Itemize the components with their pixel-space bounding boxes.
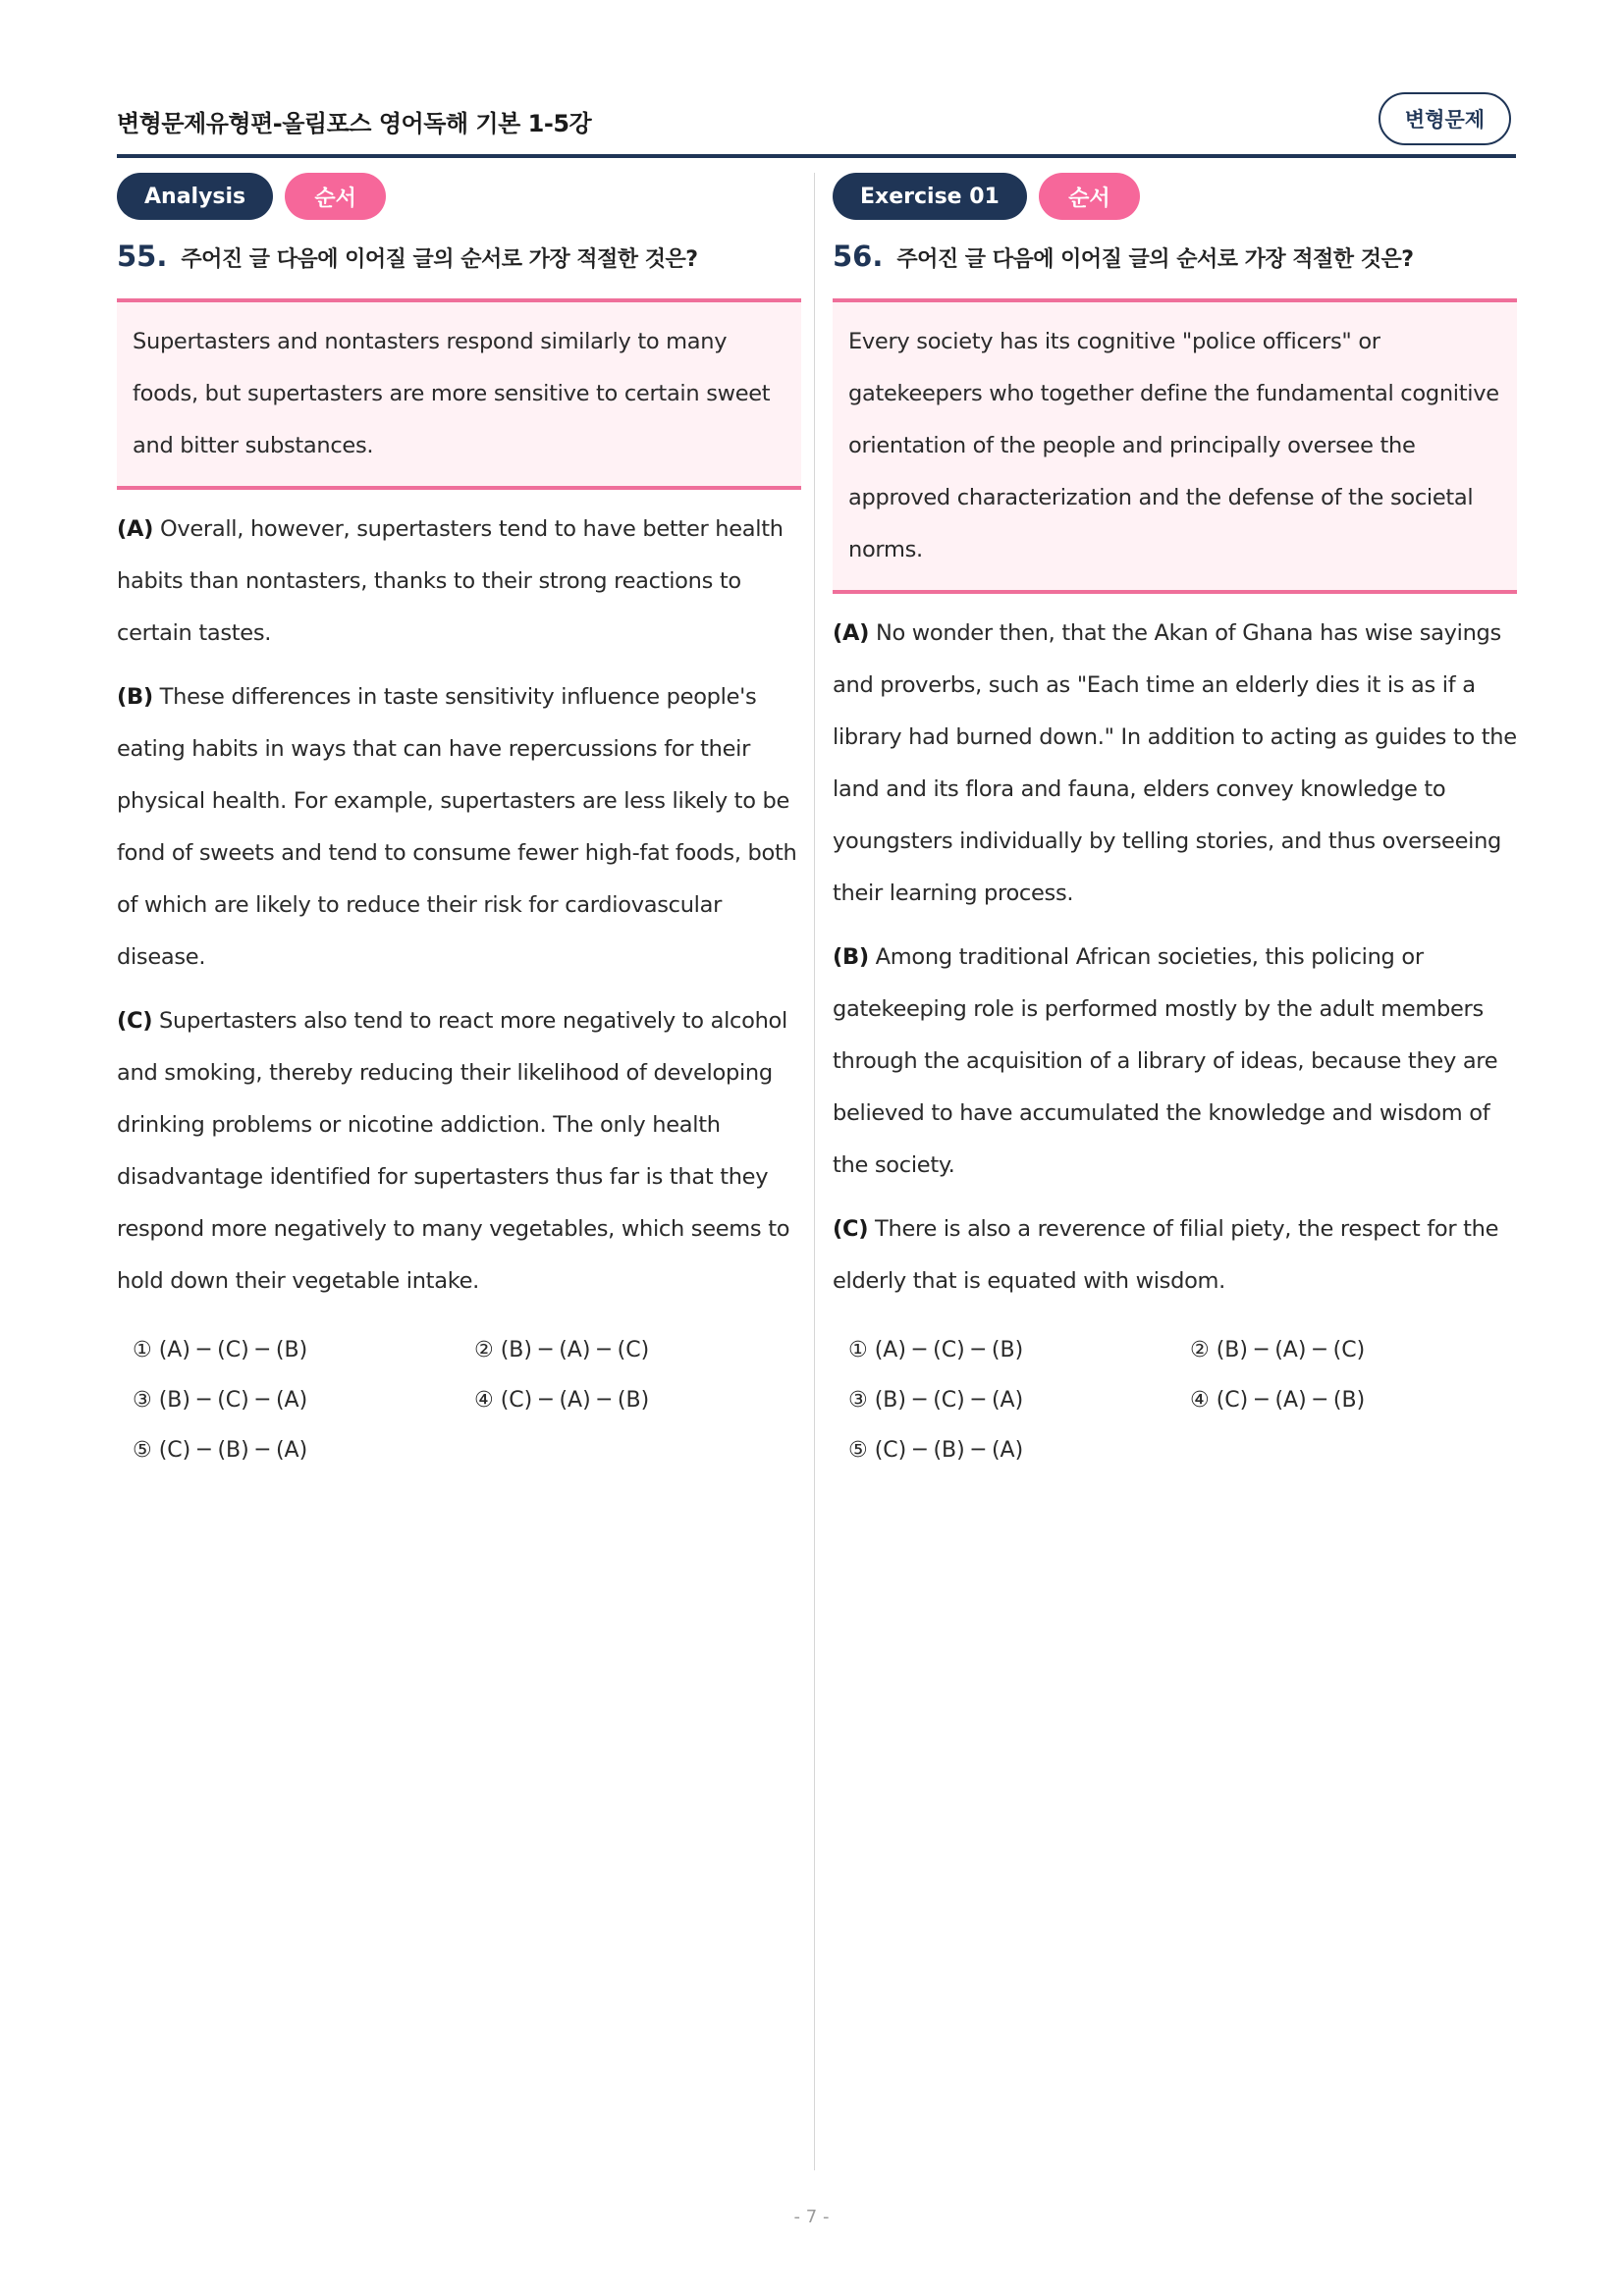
category-badge: 변형문제 xyxy=(1379,92,1511,145)
paragraph-text: There is also a reverence of filial piety, the respect for the elderly that is equated with wisdom. xyxy=(833,1216,1499,1294)
given-passage-box: Every society has its cognitive "police officers" or gatekeepers who together define the fundamental cognitive orientation of the people and principally oversee the approved characterization and the defense of the societal norms. xyxy=(833,298,1517,594)
paragraph-text: No wonder then, that the Akan of Ghana has wise sayings and proverbs, such as "Each time an elderly dies it is as if a library had burned down." In addition to acting as guides to the land and its flora and fauna, elders convey knowledge to youngsters individually by telling stories, and thus overseeing their learning process. xyxy=(833,620,1517,906)
paragraph-b xyxy=(833,932,1517,1192)
right-label-row xyxy=(833,173,1517,220)
paragraph-b xyxy=(117,671,801,984)
document-title: 변형문제유형편-올림포스 영어독해 기본 1-5강 xyxy=(117,110,592,137)
paragraph-label: (C) xyxy=(833,1216,869,1242)
paragraph-c xyxy=(833,1203,1517,1308)
paragraph-c xyxy=(117,995,801,1308)
right-column xyxy=(833,173,1517,1475)
choice-1[interactable]: ① (A) ─ (C) ─ (B) xyxy=(133,1338,308,1362)
question-prompt: 주어진 글 다음에 이어질 글의 순서로 가장 적절한 것은? xyxy=(181,247,698,272)
question-number: 56. xyxy=(833,240,884,273)
question-header xyxy=(117,240,801,279)
question-header xyxy=(833,240,1517,279)
paragraph-label: (A) xyxy=(117,516,154,542)
answer-choices xyxy=(833,1325,1517,1475)
given-passage-box: Supertasters and nontasters respond similarly to many foods, but supertasters are more sensitive to certain sweet and bitter substances. xyxy=(117,298,801,490)
left-label-row xyxy=(117,173,801,220)
paragraph-label: (B) xyxy=(117,684,153,710)
paragraph-a xyxy=(117,504,801,660)
answer-choices xyxy=(117,1325,801,1475)
paragraph-label: (B) xyxy=(833,944,869,970)
paragraph-text: Among traditional African societies, this policing or gatekeeping role is performed mostly by the adult members through the acquisition of a library of ideas, because they are believed to have accumulated the knowledge and wisdom of the society. xyxy=(833,944,1498,1178)
paragraph-label: (A) xyxy=(833,620,870,646)
paragraph-text: These differences in taste sensitivity influence people's eating habits in ways that can have repercussions for their physical health. For example, supertasters are less likely to be fond of sweets and tend to consume fewer high-fat foods, both of which are likely to reduce their risk for cardiovascular disease. xyxy=(117,684,797,970)
choice-5[interactable]: ⑤ (C) ─ (B) ─ (A) xyxy=(133,1438,308,1463)
section-label-pill: Exercise 01 xyxy=(833,173,1027,220)
paragraph-text: Supertasters also tend to react more negatively to alcohol and smoking, thereby reducing their likelihood of developing drinking problems or nicotine addiction. The only health disadvantage identified for supertasters thus far is that they respond more negatively to many vegetables, which seems to hold down their vegetable intake. xyxy=(117,1008,790,1294)
header-divider xyxy=(117,154,1516,158)
choice-1[interactable]: ① (A) ─ (C) ─ (B) xyxy=(848,1338,1024,1362)
choice-2[interactable]: ② (B) ─ (A) ─ (C) xyxy=(1190,1338,1366,1362)
choice-3[interactable]: ③ (B) ─ (C) ─ (A) xyxy=(848,1388,1024,1413)
choice-4[interactable]: ④ (C) ─ (A) ─ (B) xyxy=(474,1388,650,1413)
type-label-pill: 순서 xyxy=(1039,173,1140,220)
paragraph-text: Overall, however, supertasters tend to have better health habits than nontasters, thanks to their strong reactions to certain tastes. xyxy=(117,516,784,646)
question-number: 55. xyxy=(117,240,168,273)
choice-2[interactable]: ② (B) ─ (A) ─ (C) xyxy=(474,1338,650,1362)
question-prompt: 주어진 글 다음에 이어질 글의 순서로 가장 적절한 것은? xyxy=(896,247,1414,272)
choice-5[interactable]: ⑤ (C) ─ (B) ─ (A) xyxy=(848,1438,1024,1463)
left-column xyxy=(117,173,801,1475)
type-label-pill: 순서 xyxy=(285,173,386,220)
paragraph-a xyxy=(833,608,1517,920)
choice-4[interactable]: ④ (C) ─ (A) ─ (B) xyxy=(1190,1388,1366,1413)
paragraph-label: (C) xyxy=(117,1008,153,1034)
page-number: - 7 - xyxy=(793,2207,830,2227)
choice-3[interactable]: ③ (B) ─ (C) ─ (A) xyxy=(133,1388,308,1413)
section-label-pill: Analysis xyxy=(117,173,273,220)
column-divider xyxy=(814,173,815,2170)
